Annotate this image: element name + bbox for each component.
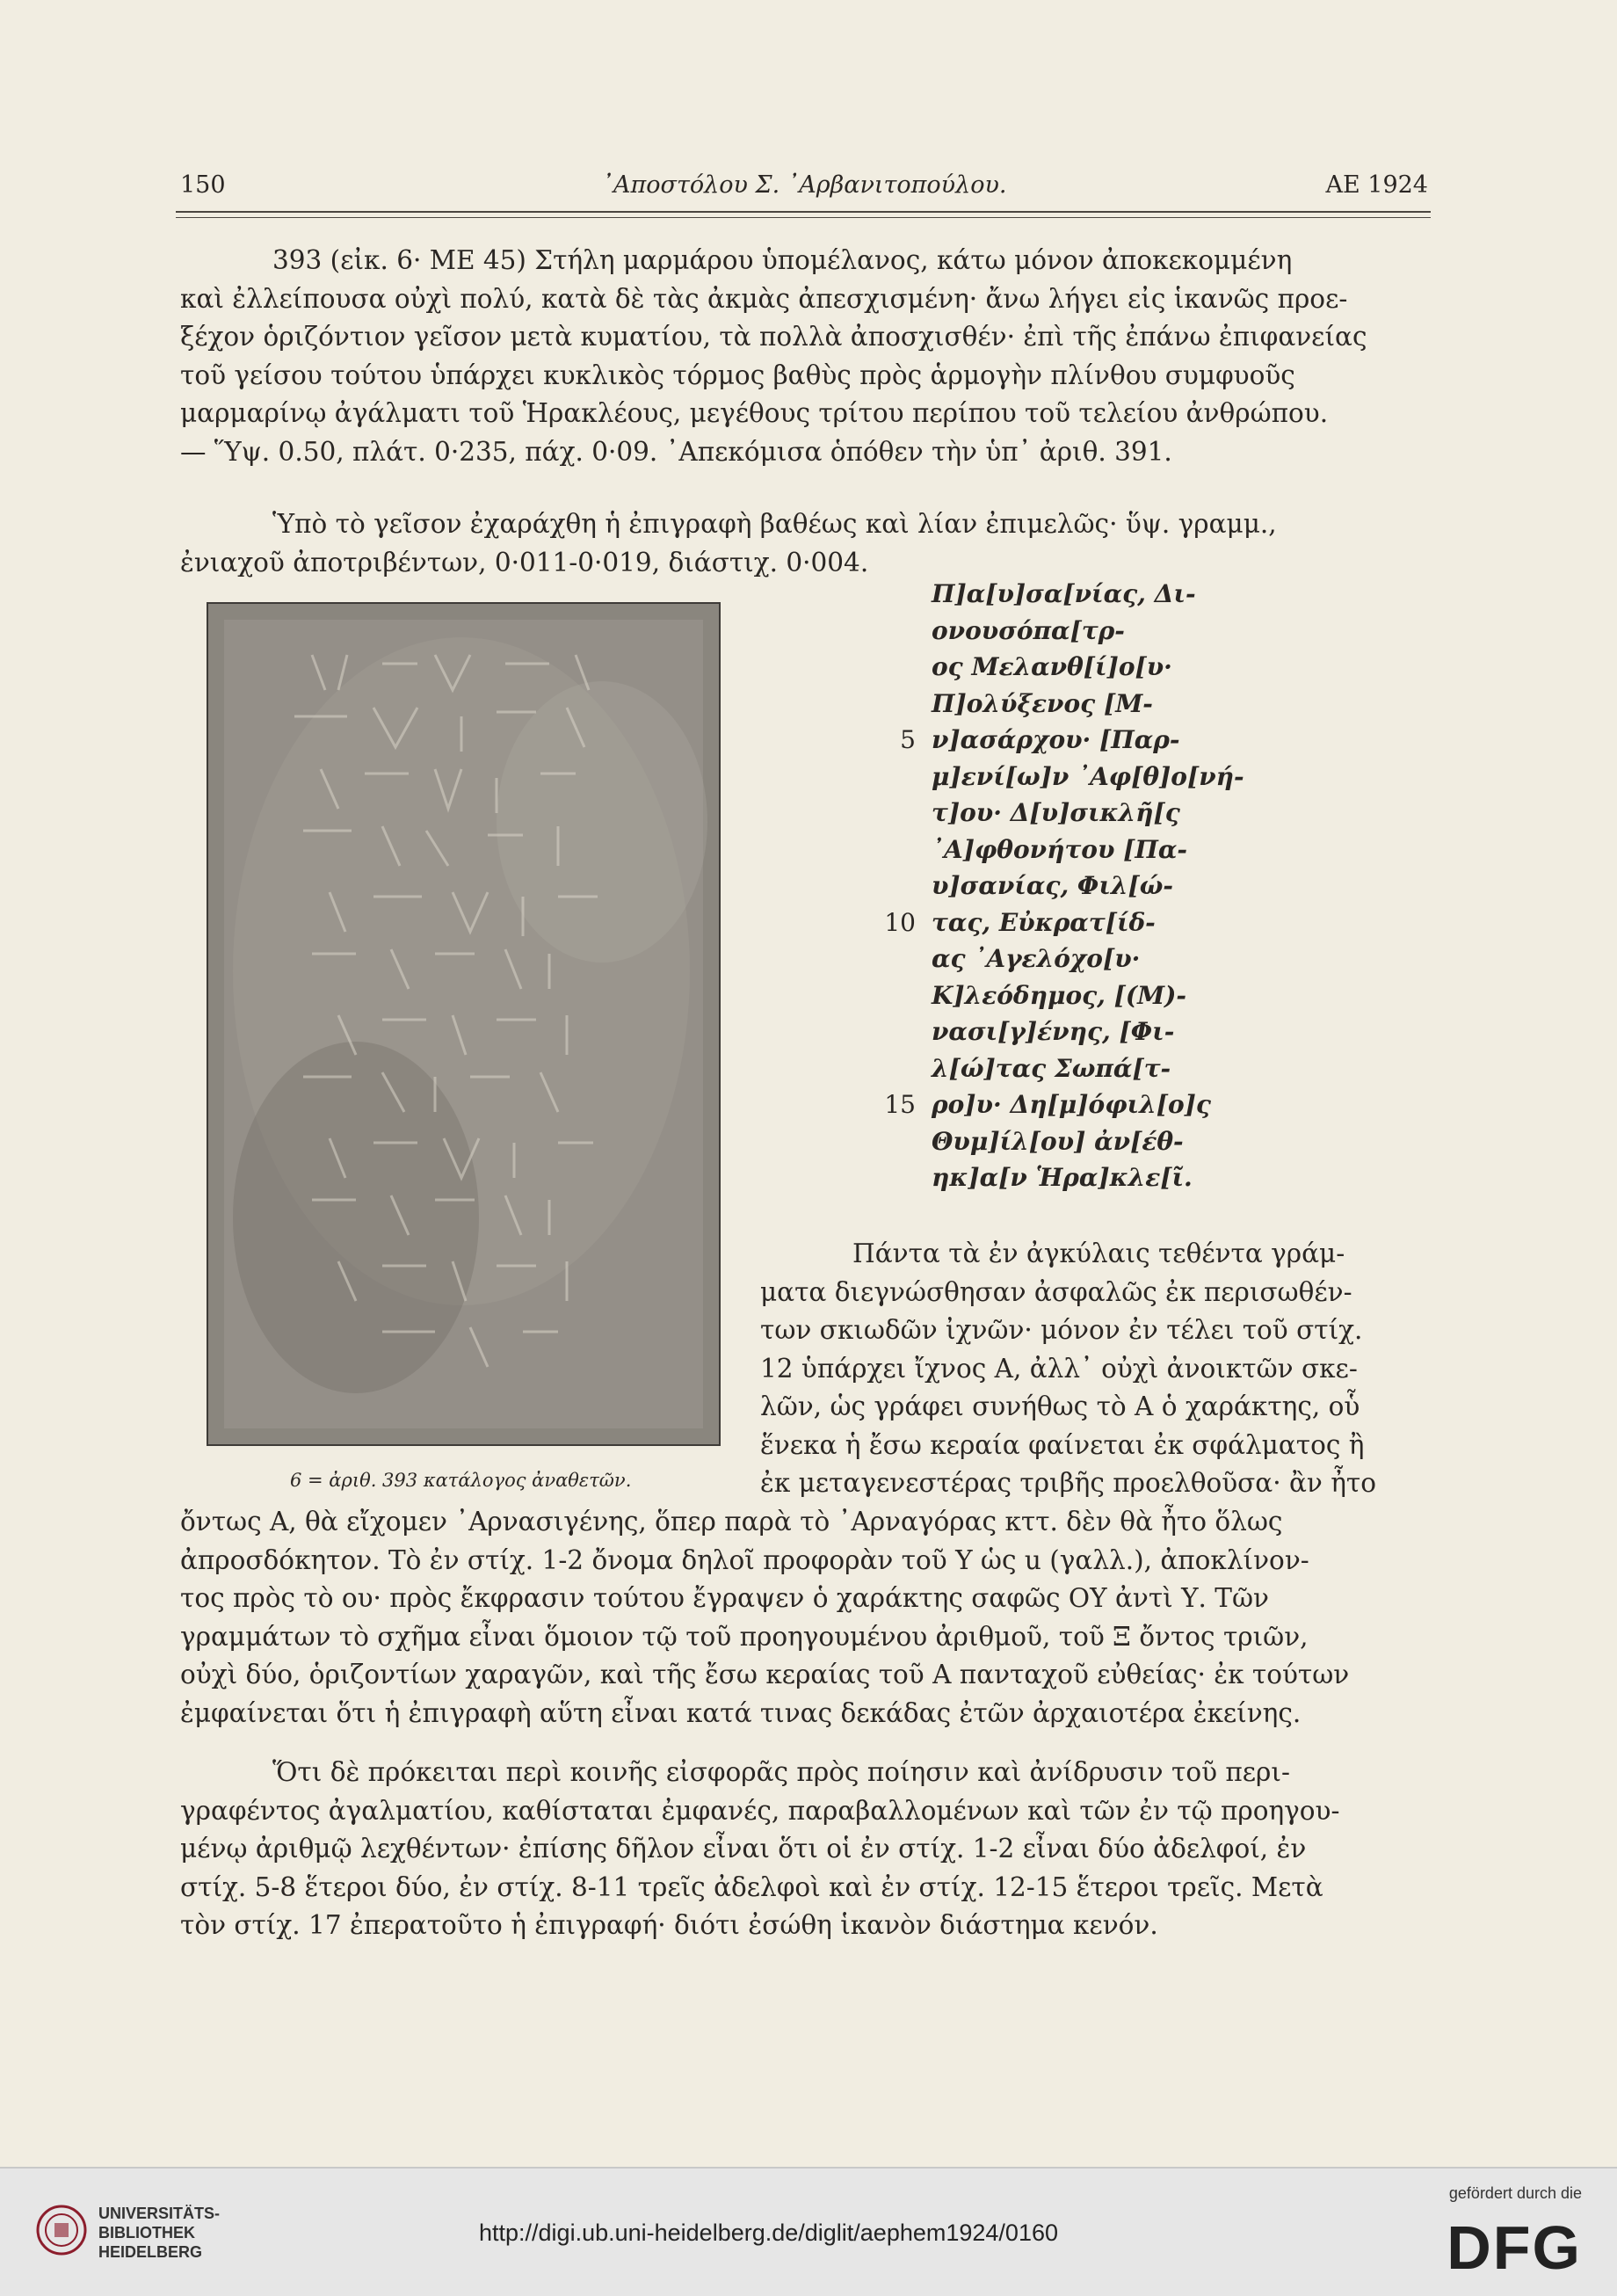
inscription-text: Θυμ]ίλ[ου] ἀν[έθ- [932,1126,1184,1156]
funding-note: gefördert durch die [1448,2184,1582,2202]
text-line: ξέχον ὁριζόντιον γεῖσον μετὰ κυματίου, τὰ πολλὰ ἀποσχισθέν· ἐπὶ τῆς ἐπάνω ἐπιφανείας [180,322,1367,352]
text-line: τος πρὸς τὸ ου· πρὸς ἔκφρασιν τούτου ἔγραψεν ὁ χαράκτης σαφῶς ΟΥ ἀντὶ Υ. Τῶν [180,1583,1269,1613]
inscription-text: τ]ου· Δ[υ]σικλῆ[ς [932,798,1180,827]
inscription-line [879,795,1248,832]
dfg-logo: DFG [1447,2213,1582,2282]
inscription-text: ηκ]α[ν Ἡρα]κλε[ῖ. [932,1163,1193,1192]
inscription-line [879,941,1248,977]
text-line: τοῦ γείσου τούτου ὑπάρχει κυκλικὸς τόρμος βαθὺς πρὸς ἁρμογὴν πλίνθου συμφυοῦς [180,360,1295,390]
text-line: στίχ. 5-8 ἕτεροι δύο, ἐν στίχ. 8-11 τρεῖς ἀδελφοὶ καὶ ἐν στίχ. 12-15 ἕτεροι τρεῖς. Μετὰ [180,1871,1323,1902]
inscription-line [879,868,1248,905]
text-line: μαρμαρίνῳ ἀγάλματι τοῦ Ἡρακλέους, μεγέθους τρίτου περίπου τοῦ τελείου ἀνθρώπου. [180,398,1329,428]
inscription-text: Κ]λεόδημος, [(Μ)- [932,980,1187,1010]
inscription-line [879,832,1248,868]
line-number: 15 [884,1090,916,1119]
library-name-line: BIBLIOTHEK [98,2224,195,2242]
inscription-text: Π]ολύξενος [Μ- [932,688,1153,718]
inscription-transcription [879,576,1248,1196]
stone-texture-image [207,602,721,1446]
inscription-line [879,1014,1248,1050]
inscription-text: τας, Εὐκρατ[ίδ- [932,907,1156,937]
inscription-text: μ]ενί[ω]ν ᾿Αφ[θ]ο[νή- [932,761,1244,791]
paragraph-description [180,242,1428,471]
paragraph-letters [180,505,1428,582]
inscription-line [879,905,1248,941]
text-line: γραμμάτων τὸ σχῆμα εἶναι ὅμοιον τῷ τοῦ προηγουμένου ἀριθμοῦ, τοῦ Ξ ὄντος τριῶν, [180,1621,1309,1652]
digitization-footer [0,2167,1617,2296]
paragraph-commentary-right [760,1235,1428,1503]
library-name-line: HEIDELBERG [98,2243,203,2261]
running-head [180,171,1428,207]
text-line: ἀπροσδόκητον. Τὸ ἐν στίχ. 1-2 ὄνομα δηλοῖ προφορὰν τοῦ Υ ὡς u (γαλλ.), ἀποκλίνον- [180,1544,1309,1575]
text-line: 12 ὑπάρχει ἴχνος Α, ἀλλ᾿ οὐχὶ ἀνοικτῶν σκε- [760,1353,1358,1384]
inscription-line [879,759,1248,796]
library-seal-icon [35,2204,88,2256]
text-line: μένῳ ἀριθμῷ λεχθέντων· ἐπίσης δῆλον εἶναι ὅτι οἱ ἐν στίχ. 1-2 εἶναι δύο ἀδελφοί, ἐν [180,1834,1307,1864]
inscription-text: Π]α[υ]σα[νίας, Δι- [932,579,1196,608]
inscription-line [879,576,1248,613]
paragraph-commentary-continued [180,1503,1428,1733]
text-line: Πάντα τὰ ἐν ἀγκύλαις τεθέντα γράμ- [852,1239,1345,1268]
inscription-line [879,686,1248,723]
inscription-line [879,1086,1248,1123]
inscription-line [879,649,1248,686]
inscription-line [879,722,1248,759]
text-line: ἐκ μεταγενεστέρας τριβῆς προελθοῦσα· ἂν ἦτο [760,1468,1376,1498]
text-line: γραφέντος ἀγαλματίου, καθίσταται ἐμφανές, παραβαλλομένων καὶ τῶν ἐν τῷ προηγου- [180,1795,1340,1826]
inscription-text: λ[ώ]τας Σωπά[τ- [932,1053,1171,1083]
permalink-url[interactable]: http://digi.ub.uni-heidelberg.de/diglit/aephem1924/0160 [479,2220,1058,2246]
header-rule-thin [176,217,1431,218]
line-number: 10 [884,907,916,937]
line-number: 5 [900,725,916,754]
text-line: — Ὕψ. 0.50, πλάτ. 0·235, πάχ. 0·09. ᾿Απεκόμισα ὁπόθεν τὴν ὑπ᾿ ἀριθ. 391. [180,436,1172,467]
inscription-text: ος Μελανθ[ί]ο[υ· [932,652,1172,681]
text-line: 393 (εἰκ. 6· ΜΕ 45) Στήλη μαρμάρου ὑπομέλανος, κάτω μόνον ἀποκεκομμένη [272,245,1293,275]
inscription-text: ν]ασάρχου· [Παρ- [932,725,1180,754]
text-line: Ὑπὸ τὸ γεῖσον ἐχαράχθη ἡ ἐπιγραφὴ βαθέως καὶ λίαν ἐπιμελῶς· ὕψ. γραμμ., [272,509,1277,539]
text-line: λῶν, ὡς γράφει συνήθως τὸ Α ὁ χαράκτης, οὗ [760,1391,1360,1421]
header-rule [176,211,1431,213]
inscription-line [879,1159,1248,1196]
journal-label: ΑΕ 1924 [1325,171,1428,199]
page-number: 150 [180,171,226,199]
figure-caption: 6 = ἀριθ. 393 κατάλογος ἀναθετῶν. [290,1470,632,1491]
running-title: ᾿Αποστόλου Σ. ᾿Αρβανιτοπούλου. [601,171,1007,199]
inscription-text: ᾿Α]φθονήτου [Πα- [932,834,1188,864]
inscription-text: ας ᾿Αγελόχο[υ· [932,944,1141,973]
inscription-line [879,977,1248,1014]
inscription-text: νασι[γ]ένης, [Φι- [932,1017,1175,1046]
inscription-text: ρο]υ· Δη[μ]όφιλ[ο]ς [932,1090,1211,1119]
paragraph-conclusion [180,1754,1428,1945]
text-line: ἐνιαχοῦ ἀποτριβέντων, 0·011-0·019, διάστιχ. 0·004. [180,547,869,578]
text-line: ἕνεκα ἡ ἔσω κεραία φαίνεται ἐκ σφάλματος ἢ [760,1429,1365,1460]
inscription-text: ονουσόπα[τρ- [932,615,1125,645]
inscription-line [879,1050,1248,1087]
text-line: καὶ ἐλλείπουσα οὐχὶ πολύ, κατὰ δὲ τὰς ἀκμὰς ἀπεσχισμένη· ἄνω λήγει εἰς ἱκανῶς προε- [180,283,1348,314]
text-line: ὄντως Α, θὰ εἴχομεν ᾿Αρνασιγένης, ὅπερ παρὰ τὸ ᾿Αρναγόρας κττ. δὲν θὰ ἦτο ὅλως [180,1507,1283,1537]
inscription-line [879,613,1248,650]
library-name-line: UNIVERSITÄTS- [98,2205,221,2222]
inscription-line [879,1123,1248,1160]
stele-photo-figure [207,602,721,1446]
inscription-text: υ]σανίας, Φιλ[ώ- [932,871,1174,900]
text-line: ἐμφαίνεται ὅτι ἡ ἐπιγραφὴ αὕτη εἶναι κατά τινας δεκάδας ἐτῶν ἀρχαιοτέρα ἐκείνης. [180,1697,1302,1728]
text-line: ματα διεγνώσθησαν ἀσφαλῶς ἐκ περισωθέν- [760,1276,1352,1307]
text-line: τὸν στίχ. 17 ἐπερατοῦτο ἡ ἐπιγραφή· διότι ἐσώθη ἱκανὸν διάστημα κενόν. [180,1910,1158,1940]
stele-photo [207,602,721,1446]
text-line: οὐχὶ δύο, ὁριζοντίων χαραγῶν, καὶ τῆς ἔσω κεραίας τοῦ Α πανταχοῦ εὐθείας· ἐκ τούτων [180,1660,1350,1689]
text-line: των σκιωδῶν ἰχνῶν· μόνον ἐν τέλει τοῦ στίχ. [760,1315,1363,1345]
text-line: Ὅτι δὲ πρόκειται περὶ κοινῆς εἰσφορᾶς πρὸς ποίησιν καὶ ἀνίδρυσιν τοῦ περι- [272,1757,1290,1787]
library-name [98,2204,220,2262]
